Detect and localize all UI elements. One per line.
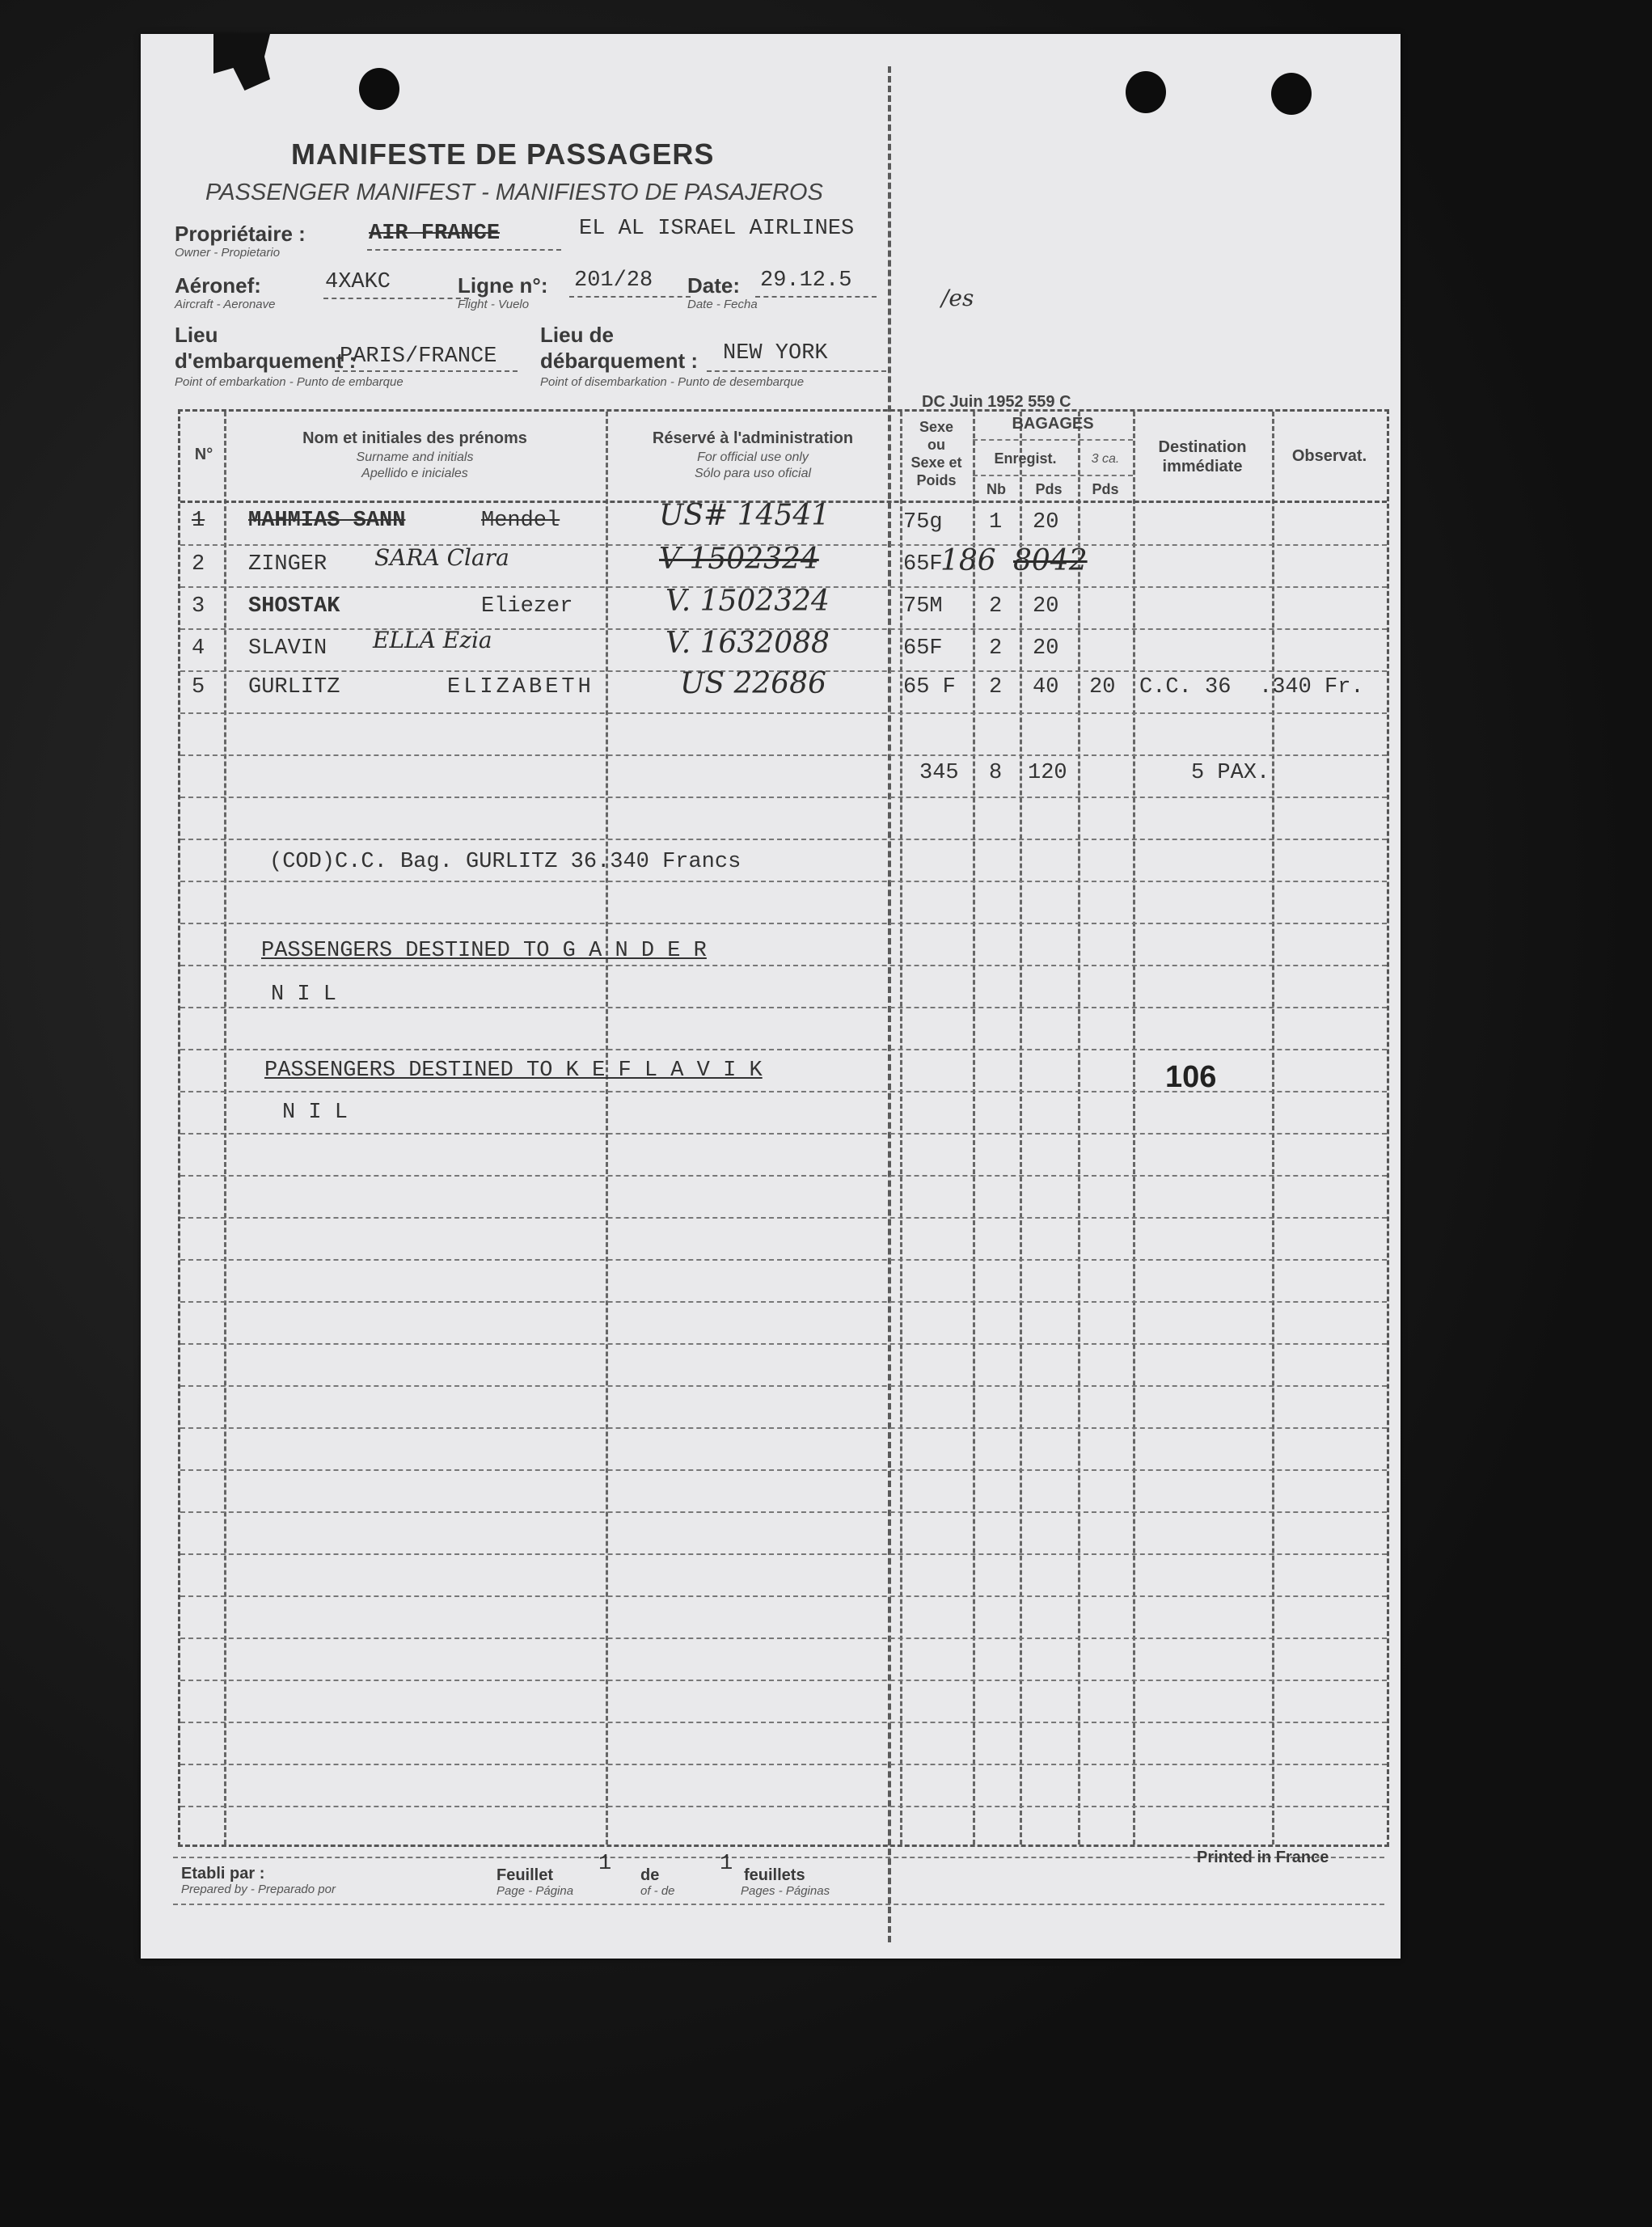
row-destination: C.C. 36 — [1139, 675, 1232, 699]
row-sex: 75g — [903, 510, 943, 535]
row-sex: 65F — [903, 552, 943, 577]
punch-hole-right-1 — [1126, 71, 1166, 113]
owner-sublabel: Owner - Propietario — [175, 246, 281, 260]
col-header-name-en: Surname and initials — [356, 450, 474, 464]
flight-sublabel: Flight - Vuelo — [458, 298, 530, 311]
sheet-value: 1 — [598, 1852, 612, 1876]
row-surname: ZINGER — [248, 552, 327, 577]
gander-nil: N I L — [271, 982, 337, 1007]
row-pds: 20 — [1033, 594, 1059, 619]
disembarkation-label: Lieu de débarquement : — [540, 323, 699, 373]
row-pds: 8042 — [1013, 544, 1088, 577]
row-nb: 2 — [989, 594, 1003, 619]
aircraft-value: 4XAKC — [325, 270, 391, 294]
total-pds: 120 — [1028, 761, 1067, 785]
row-no: 3 — [192, 594, 205, 619]
total-pax: 5 PAX. — [1191, 761, 1270, 785]
form-code: DC Juin 1952 559 C — [922, 393, 1071, 411]
prepared-sublabel: Prepared by - Preparado por — [181, 1883, 336, 1896]
embarkation-label: Lieu d'embarquement : — [175, 323, 357, 373]
col-header-bagages: BAGAGES — [1012, 415, 1094, 433]
col-header-name-es: Apellido e iniciales — [361, 467, 468, 480]
aircraft-label: Aéronef: — [175, 273, 261, 298]
col-header-enregist: Enregist. — [994, 450, 1057, 467]
keflavik-nil: N I L — [282, 1101, 349, 1125]
col-header-cabin: 3 ca. — [1091, 452, 1120, 466]
row-observ: .340 Fr. — [1259, 675, 1364, 699]
keflavik-note: PASSENGERS DESTINED TO K E F L A V I K — [264, 1059, 763, 1083]
embarkation-sublabel: Point of embarkation - Punto de embarque — [175, 375, 403, 389]
col-header-name: Nom et initiales des prénoms — [302, 429, 527, 447]
row-no: 5 — [192, 675, 205, 699]
stamp-number: 106 — [1165, 1060, 1217, 1094]
row-given: SARA Clara — [374, 544, 509, 571]
sheet-label: Feuillet — [496, 1866, 554, 1884]
owner-struck-value: AIR FRANCE — [369, 222, 501, 246]
row-surname: GURLITZ — [248, 675, 340, 699]
row-pds: 40 — [1033, 675, 1059, 699]
row-official: US 22686 — [680, 667, 826, 700]
sheet-sublabel: Page - Página — [496, 1884, 574, 1898]
total-sex: 345 — [919, 761, 959, 785]
col-header-no: N° — [194, 446, 213, 463]
printed-in-france: Printed in France — [1197, 1849, 1329, 1866]
col-header-observ: Observat. — [1291, 447, 1367, 465]
cod-note: (COD)C.C. Bag. GURLITZ 36.340 Francs — [269, 850, 741, 874]
sheets-sublabel: Pages - Páginas — [741, 1884, 830, 1898]
of-value: 1 — [720, 1852, 733, 1876]
row-pds2: 20 — [1089, 675, 1116, 699]
col-header-sex: Sexe ou Sexe et Poids — [911, 419, 962, 488]
page-subtitle: PASSENGER MANIFEST - MANIFIESTO DE PASAJEROS — [205, 180, 823, 205]
col-header-destination: Destination immédiate — [1158, 438, 1247, 475]
of-label: de — [640, 1866, 660, 1884]
flight-label: Ligne n°: — [458, 273, 548, 298]
row-no: 2 — [192, 552, 205, 577]
col-header-reserved-es: Sólo para uso oficial — [694, 467, 812, 480]
aircraft-sublabel: Aircraft - Aeronave — [175, 298, 276, 311]
date-value: 29.12.5 — [760, 268, 852, 293]
total-nb: 8 — [989, 761, 1003, 785]
prepared-label: Etabli par : — [181, 1865, 265, 1883]
col-header-nb: Nb — [987, 481, 1006, 497]
row-no: 4 — [192, 636, 205, 661]
torn-corner — [213, 34, 270, 91]
date-margin-note: /es — [941, 285, 974, 311]
row-official: V. 1502324 — [665, 585, 830, 618]
row-official: US# 14541 — [659, 499, 830, 532]
col-header-reserved-en: For official use only — [697, 450, 809, 464]
date-label: Date: — [687, 273, 741, 298]
date-sublabel: Date - Fecha — [687, 298, 758, 311]
row-nb: 186 — [940, 544, 996, 577]
row-given: Mendel — [481, 509, 560, 533]
disembarkation-value: NEW YORK — [723, 341, 828, 366]
row-sex: 65F — [903, 636, 943, 661]
manifest-page — [141, 34, 1401, 1959]
row-nb: 2 — [989, 675, 1003, 699]
page-title: MANIFESTE DE PASSAGERS — [291, 137, 715, 171]
row-sex: 75M — [903, 594, 943, 619]
disembarkation-sublabel: Point of disembarkation - Punto de desembarque — [540, 375, 805, 389]
row-given: ELLA Ezia — [373, 627, 492, 653]
row-sex: 65 F — [903, 675, 956, 699]
flight-value: 201/28 — [574, 268, 653, 293]
row-pds: 20 — [1033, 636, 1059, 661]
col-header-pds2: Pds — [1092, 481, 1119, 497]
row-surname: SLAVIN — [248, 636, 327, 661]
owner-label: Propriétaire : — [175, 222, 306, 246]
col-header-pds: Pds — [1035, 481, 1063, 497]
of-sublabel: of - de — [640, 1884, 675, 1898]
owner-value: EL AL ISRAEL AIRLINES — [579, 217, 855, 241]
row-given: ELIZABETH — [447, 675, 594, 699]
col-header-reserved: Réservé à l'administration — [652, 429, 854, 447]
punch-hole-left — [359, 68, 399, 110]
row-surname: SHOSTAK — [248, 594, 340, 619]
row-surname: MAHMIAS SANN — [248, 509, 406, 533]
row-nb: 2 — [989, 636, 1003, 661]
row-official: V. 1632088 — [665, 627, 830, 660]
row-nb: 1 — [989, 510, 1003, 535]
gander-note: PASSENGERS DESTINED TO G A N D E R — [261, 939, 707, 963]
row-given: Eliezer — [481, 594, 573, 619]
punch-hole-right-2 — [1271, 73, 1312, 115]
passenger-table — [178, 409, 1389, 1847]
sheets-label: feuillets — [744, 1866, 805, 1884]
row-no: 1 — [192, 509, 205, 533]
row-pds: 20 — [1033, 510, 1059, 535]
row-official: V 1502324 — [659, 543, 819, 576]
embarkation-value: PARIS/FRANCE — [340, 344, 497, 369]
